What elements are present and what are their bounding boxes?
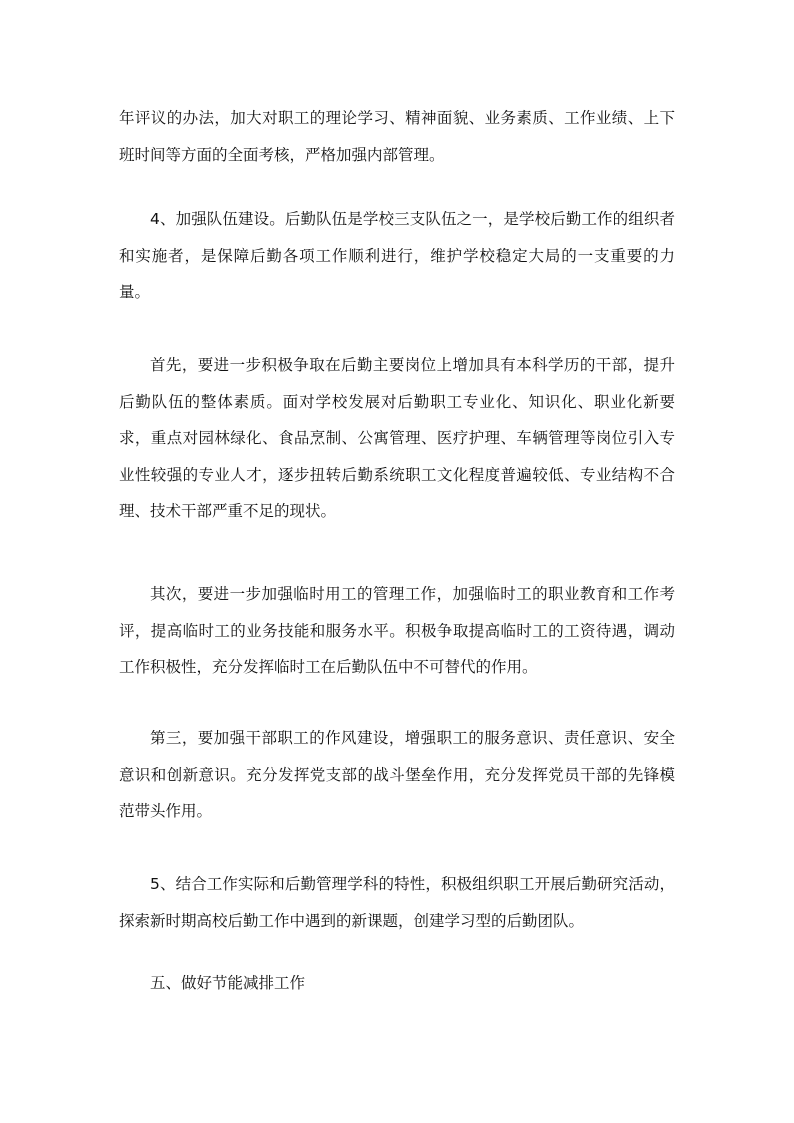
paragraph-research: 5、结合工作实际和后勤管理学科的特性，积极组织职工开展后勤研究活动，探索新时期高校后勤工作中遇到的新课题，创建学习型的后勤团队。 — [119, 875, 675, 930]
paragraph-second: 其次，要进一步加强临时用工的管理工作，加强临时工的职业教育和工作考评，提高临时工的业务技能和服务水平。积极争取提高临时工的工资待遇，调动工作积极性，充分发挥临时工在后勤队伍中不可替代的作用。 — [119, 585, 675, 676]
section-heading-energy: 五、做好节能减排工作 — [150, 974, 306, 992]
paragraph-continuation: 年评议的办法，加大对职工的理论学习、精神面貌、业务素质、工作业绩、上下班时间等方面的全面考核，严格加强内部管理。 — [119, 109, 675, 164]
paragraph-first: 首先，要进一步积极争取在后勤主要岗位上增加具有本科学历的干部，提升后勤队伍的整体素质。面对学校发展对后勤职工专业化、知识化、职业化新要求，重点对园林绿化、食品烹制、公寓管理、医疗护理、车辆管理等岗位引入专业性较强的专业人才，逐步扭转后勤系统职工文化程度普遍较低、专业结构不合理、技术干部严重不足的现状。 — [119, 356, 675, 520]
paragraph-third: 第三，要加强干部职工的作风建设，增强职工的服务意识、责任意识、安全意识和创新意识。充分发挥党支部的战斗堡垒作用，充分发挥党员干部的先锋模范带头作用。 — [119, 729, 675, 820]
paragraph-team-building: 4、加强队伍建设。后勤队伍是学校三支队伍之一，是学校后勤工作的组织者和实施者，是保障后勤各项工作顺利进行，维护学校稳定大局的一支重要的力量。 — [119, 210, 675, 301]
